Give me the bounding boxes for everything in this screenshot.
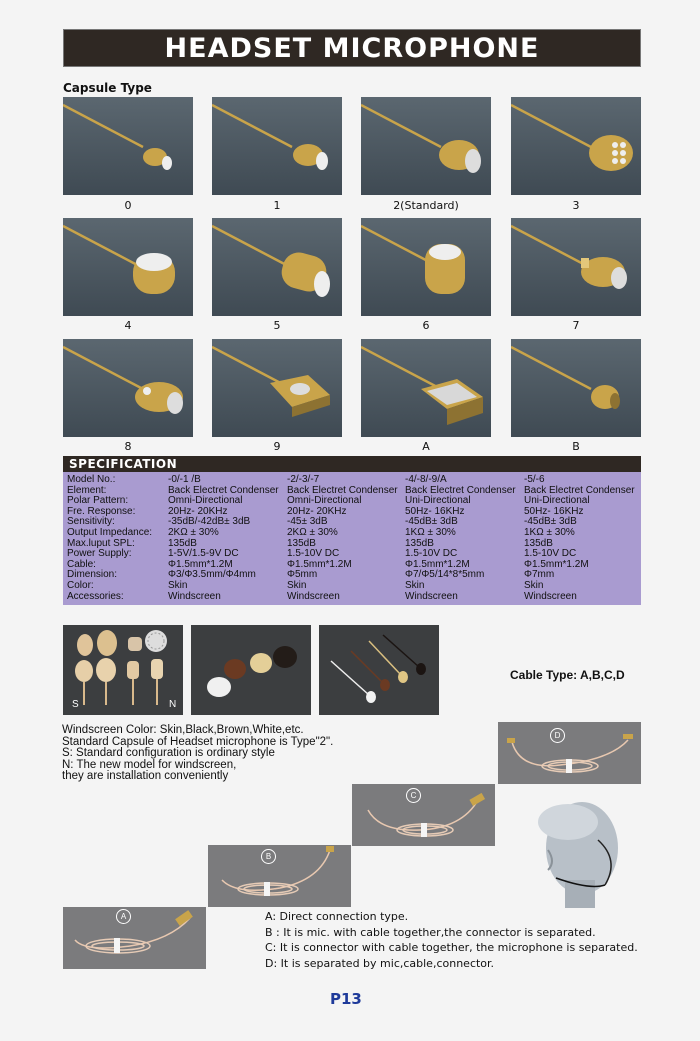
spec-value: Φ7mm [524, 569, 555, 581]
spec-value: Omni-Directional [287, 495, 362, 507]
capsule-label: 0 [124, 199, 132, 212]
capsule-type-heading: Capsule Type [63, 81, 152, 95]
cable-b-icon [222, 846, 334, 896]
spec-label: Fre. Response: [67, 505, 136, 517]
spec-value: Skin [405, 580, 425, 591]
spec-value: 20Hz- 20KHz [287, 505, 347, 517]
spec-value: 1KΩ ± 30% [405, 527, 456, 538]
label-s: S [72, 699, 79, 710]
legend-line: C: It is connector with cable together, the microphone is separated. [265, 941, 638, 954]
spec-value: 135dB [405, 537, 434, 549]
spec-value: Windscreen [287, 590, 340, 602]
spec-value: Φ7/Φ5/14*8*5mm [405, 569, 485, 581]
cable-badge: A [116, 909, 131, 924]
capsule-label: 9 [273, 440, 281, 453]
spec-value: 1-5V/1.5-9V DC [168, 548, 239, 560]
page-title: HEADSET MICROPHONE [164, 33, 540, 64]
capsule-label: A [422, 440, 430, 453]
spec-label: Output Impedance: [67, 527, 153, 538]
legend-line: D: It is separated by mic,cable,connector. [265, 956, 495, 970]
note-line: Standard Capsule of Headset microphone is Type"2". [62, 735, 334, 748]
spec-value: 20Hz- 20KHz [168, 505, 228, 517]
capsule-label: 2(Standard) [393, 199, 459, 212]
cable-badge: D [550, 728, 565, 743]
capsule-label: 1 [273, 199, 281, 212]
note-line: they are installation conveniently [62, 770, 229, 782]
spec-value: 135dB [287, 537, 316, 549]
spec-label: Sensitivity: [67, 516, 115, 528]
capsule-label: 8 [124, 440, 132, 453]
spec-value: Skin [168, 580, 188, 591]
spec-value: Φ3/Φ3.5mm/Φ4mm [168, 569, 256, 581]
cable-type-label: Cable Type: A,B,C,D [510, 668, 625, 682]
spec-value: Uni-Directional [524, 495, 590, 507]
spec-value: 135dB [524, 537, 553, 549]
legend-line: B : It is mic. with cable together,the connector is separated. [265, 925, 596, 939]
spec-value: -4/-8/-9/A [405, 474, 447, 485]
capsule-label: 6 [422, 319, 430, 332]
spec-value: 1.5-10V DC [405, 548, 458, 560]
spec-value: -2/-3/-7 [287, 474, 320, 485]
note-line: S: Standard configuration is ordinary style [62, 747, 275, 759]
spec-value: -45dB± 3dB [405, 516, 458, 528]
mannequin-head-icon [538, 802, 618, 908]
spec-label: Element: [67, 484, 107, 496]
spec-value: Windscreen [168, 590, 221, 602]
spec-value: -45dB± 3dB [524, 516, 577, 528]
spec-heading: SPECIFICATION [63, 456, 641, 472]
cable-c-icon [368, 793, 485, 837]
spec-value: 50Hz- 16KHz [405, 505, 465, 517]
spec-label: Power Supply: [67, 548, 132, 560]
spec-label: Dimension: [67, 569, 118, 581]
spec-value: Back Electret Condenser [405, 484, 516, 496]
cable-d-icon [507, 734, 633, 773]
spec-value: 2KΩ ± 30% [168, 527, 219, 538]
spec-value: Skin [524, 580, 544, 591]
cable-badge: C [406, 788, 421, 803]
cable-badge: B [261, 849, 276, 864]
spec-label: Cable: [67, 558, 96, 570]
spec-value: 135dB [168, 537, 197, 549]
label-n: N [169, 699, 177, 710]
spec-value: -35dB/-42dB± 3dB [168, 516, 251, 528]
capsule-label: 5 [273, 319, 281, 332]
spec-value: Φ1.5mm*1.2M [405, 558, 470, 570]
spec-value: 1KΩ ± 30% [524, 527, 575, 538]
spec-value: Φ1.5mm*1.2M [524, 558, 589, 570]
spec-label: Model No.: [67, 474, 116, 485]
note-line: Windscreen Color: Skin,Black,Brown,White,etc. [62, 724, 304, 736]
spec-value: Windscreen [524, 590, 577, 602]
capsule-label: B [572, 440, 580, 453]
spec-value: Φ5mm [287, 569, 318, 581]
spec-value: -0/-1 /B [168, 474, 201, 485]
spec-value: Windscreen [405, 590, 458, 602]
spec-value: Uni-Directional [405, 495, 471, 507]
spec-value: -5/-6 [524, 474, 545, 485]
spec-label: Accessories: [67, 590, 124, 602]
spec-value: Omni-Directional [168, 495, 243, 507]
legend-line: A: Direct connection type. [265, 910, 409, 923]
spec-label: Polar Pattern: [67, 495, 129, 507]
capsule-label: 3 [572, 199, 580, 212]
spec-value: 2KΩ ± 30% [287, 527, 338, 538]
page-number: P13 [330, 990, 362, 1008]
spec-value: Back Electret Condenser [287, 484, 398, 496]
spec-label: Max.luput SPL: [67, 537, 135, 549]
spec-value: Skin [287, 580, 307, 591]
note-line: N: The new model for windscreen, [62, 758, 237, 771]
spec-value: Φ1.5mm*1.2M [168, 558, 233, 570]
spec-value: Back Electret Condenser [524, 484, 635, 496]
spec-value: 1.5-10V DC [524, 548, 577, 560]
spec-value: 50Hz- 16KHz [524, 505, 584, 517]
capsule-label: 7 [572, 319, 580, 332]
spec-value: Back Electret Condenser [168, 484, 279, 496]
cable-a-icon [75, 910, 193, 953]
spec-label: Color: [67, 580, 94, 591]
spec-value: 1.5-10V DC [287, 548, 340, 560]
spec-value: Φ1.5mm*1.2M [287, 558, 352, 570]
capsule-label: 4 [124, 319, 132, 332]
spec-value: -45± 3dB [287, 516, 328, 528]
